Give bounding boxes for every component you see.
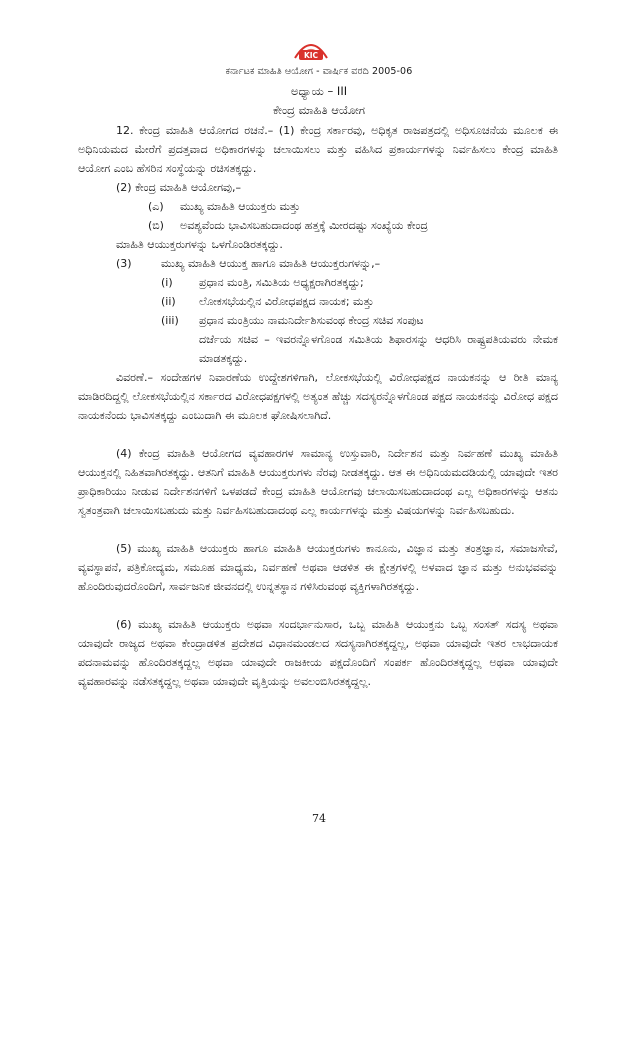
list-marker: (ii): [161, 295, 176, 308]
list-item: [78, 292, 558, 311]
subsection-4-paragraph: (4) ಕೇಂದ್ರ ಮಾಹಿತಿ ಆಯೋಗದ ವ್ಯವಹಾರಗಳ ಸಾಮಾನ್ಯ ಉಸ್ತುವಾರಿ, ನಿರ್ದೇಶನ ಮತ್ತು ನಿರ್ವಹಣೆ ಮುಖ್ಯ ಮಾಹಿತಿ ಆಯುಕ್ತನಲ್ಲಿ ನಿಹಿತವಾಗಿರತಕ್ಕದ್ದು. ಆತನಿಗೆ ಮಾಹಿತಿ ಆಯುಕ್ತರುಗಳು ನೆರವು ನೀಡತಕ್ಕದ್ದು. ಆತ ಈ ಅಧಿನಿಯಮದಡಿಯಲ್ಲಿ ಯಾವುದೇ ಇತರ ಪ್ರಾಧಿಕಾರಿಯು ನೀಡುವ ನಿರ್ದೇಶನಗಳಿಗೆ ಒಳಪಡದೆ ಕೇಂದ್ರ ಮಾಹಿತಿ ಆಯೋಗವು ಚಲಾಯಿಸಬಹುದಾದಂಥ ಎಲ್ಲ ಅಧಿಕಾರಗಳನ್ನು ಆತನು ಸ್ವತಂತ್ರವಾಗಿ ಚಲಾಯಿಸಬಹುದು ಮತ್ತು ನಿರ್ವಹಿಸಬಹುದಾದಂಥ ಎಲ್ಲ ಕಾರ್ಯಗಳನ್ನು ಮತ್ತು ವಿಷಯಗಳನ್ನು ನಿರ್ವಹಿಸಬಹುದು.: [78, 447, 558, 517]
document-body: [78, 121, 558, 691]
chapter-heading: ಅಧ್ಯಾಯ – III: [290, 84, 348, 98]
list-item: [78, 197, 558, 216]
list-marker: (iii): [161, 314, 179, 327]
subsection-6-paragraph: (6) ಮುಖ್ಯ ಮಾಹಿತಿ ಆಯುಕ್ತರು ಅಥವಾ ಸಂದರ್ಭಾನುಸಾರ, ಒಬ್ಬ ಮಾಹಿತಿ ಆಯುಕ್ತನು ಒಬ್ಬ ಸಂಸತ್ ಸದಸ್ಯ ಅಥವಾ ಯಾವುದೇ ರಾಜ್ಯದ ಅಥವಾ ಕೇಂದ್ರಾಡಳಿತ ಪ್ರದೇಶದ ವಿಧಾನಮಂಡಲದ ಸದಸ್ಯನಾಗಿರತಕ್ಕದ್ದಲ್ಲ, ಅಥವಾ ಯಾವುದೇ ಇತರ ಲಾಭದಾಯಕ ಪದನಾಮವನ್ನು ಹೊಂದಿರತಕ್ಕದ್ದಲ್ಲ ಅಥವಾ ಯಾವುದೇ ರಾಜಕೀಯ ಪಕ್ಷದೊಂದಿಗೆ ಸಂಪರ್ಕ ಹೊಂದಿರತಕ್ಕದ್ದಲ್ಲ ಅಥವಾ ಯಾವುದೇ ವ್ಯವಹಾರವನ್ನು ನಡೆಸತಕ್ಕದ್ದಲ್ಲ ಅಥವಾ ಯಾವುದೇ ವೃತ್ತಿಯನ್ನು ಅವಲಂಬಿಸಿರತಕ್ಕದ್ದಲ್ಲ.: [78, 618, 558, 688]
explanation-paragraph: ವಿವರಣೆ.– ಸಂದೇಹಗಳ ನಿವಾರಣೆಯ ಉದ್ದೇಶಗಳಿಗಾಗಿ, ಲೋಕಸಭೆಯಲ್ಲಿ ವಿರೋಧಪಕ್ಷದ ನಾಯಕನನ್ನು ಆ ರೀತಿ ಮಾನ್ಯ ಮಾಡಿರದಿದ್ದಲ್ಲಿ ಲೋಕಸಭೆಯಲ್ಲಿನ ಸರ್ಕಾರದ ವಿರೋಧಪಕ್ಷಗಳಲ್ಲಿ ಅತ್ಯಂತ ಹೆಚ್ಚು ಸದಸ್ಯರನ್ನೊಳಗೊಂಡ ಪಕ್ಷದ ನಾಯಕನನ್ನು ವಿರೋಧ ಪಕ್ಷದ ನಾಯಕನೆಂದು ಭಾವಿಸತಕ್ಕದ್ದು ಎಂಬುದಾಗಿ ಈ ಮೂಲಕ ಘೋಷಿಸಲಾಗಿದೆ.: [78, 371, 558, 422]
list-item-text: ಮುಖ್ಯ ಮಾಹಿತಿ ಆಯುಕ್ತರು ಮತ್ತು: [180, 200, 301, 213]
section-12-paragraph: 12. ಕೇಂದ್ರ ಮಾಹಿತಿ ಆಯೋಗದ ರಚನೆ.– (1) ಕೇಂದ್ರ ಸರ್ಕಾರವು, ಅಧಿಕೃತ ರಾಜಪತ್ರದಲ್ಲಿ ಅಧಿಸೂಚನೆಯ ಮೂಲಕ ಈ ಅಧಿನಿಯಮದ ಮೇರೆಗೆ ಪ್ರದತ್ತವಾದ ಅಧಿಕಾರಗಳನ್ನು ಚಲಾಯಿಸಲು ಮತ್ತು ವಹಿಸಿದ ಪ್ರಕಾರ್ಯಗಳನ್ನು ನಿರ್ವಹಿಸಲು ಕೇಂದ್ರ ಮಾಹಿತಿ ಆಯೋಗ ಎಂಬ ಹೆಸರಿನ ಸಂಸ್ಥೆಯನ್ನು ರಚಿಸತಕ್ಕದ್ದು.: [78, 124, 558, 175]
list-item: [78, 311, 558, 330]
list-marker: (ಎ): [148, 200, 164, 213]
list-marker: (ಬಿ): [148, 219, 164, 232]
kic-logo: [287, 38, 335, 64]
running-header: ಕರ್ನಾಟಕ ಮಾಹಿತಿ ಆಯೋಗ - ವಾರ್ಷಿಕ ವರದಿ 2005-06: [225, 66, 413, 77]
list-continuation: ದರ್ಜೆಯ ಸಚಿವ – ಇವರನ್ನೊಳಗೊಂಡ ಸಮಿತಿಯ ಶಿಫಾರಸನ್ನು ಆಧರಿಸಿ ರಾಷ್ಟ್ರಪತಿಯವರು ನೇಮಕ ಮಾಡತಕ್ಕದ್ದು.: [199, 333, 558, 365]
list-item-text: ಪ್ರಧಾನ ಮಂತ್ರಿ, ಸಮಿತಿಯ ಅಧ್ಯಕ್ಷರಾಗಿರತಕ್ಕದ್ದು;: [199, 276, 364, 289]
subsection-2-heading: (2) ಕೇಂದ್ರ ಮಾಹಿತಿ ಆಯೋಗವು,–: [116, 181, 242, 194]
list-continuation: ಮಾಹಿತಿ ಆಯುಕ್ತರುಗಳನ್ನು ಒಳಗೊಂಡಿರತಕ್ಕದ್ದು.: [116, 238, 283, 251]
page-title: ಕೇಂದ್ರ ಮಾಹಿತಿ ಆಯೋಗ: [273, 103, 365, 117]
list-item: [78, 216, 558, 235]
page-number: 74: [312, 812, 326, 825]
list-item: [78, 273, 558, 292]
subsection-marker: (3): [116, 257, 132, 270]
subsection-3-heading-row: [78, 254, 558, 273]
logo-text: KIC: [303, 51, 319, 60]
list-item-text: ಅವಶ್ಯವೆಂದು ಭಾವಿಸಬಹುದಾದಂಥ ಹತ್ತಕ್ಕೆ ಮೀರದಷ್ಟು ಸಂಖ್ಯೆಯ ಕೇಂದ್ರ: [180, 219, 428, 232]
list-item-text: ಲೋಕಸಭೆಯಲ್ಲಿನ ವಿರೋಧಪಕ್ಷದ ನಾಯಕ; ಮತ್ತು: [199, 295, 374, 308]
list-marker: (i): [161, 276, 173, 289]
subsection-5-paragraph: (5) ಮುಖ್ಯ ಮಾಹಿತಿ ಆಯುಕ್ತರು ಹಾಗೂ ಮಾಹಿತಿ ಆಯುಕ್ತರುಗಳು ಕಾನೂನು, ವಿಜ್ಞಾನ ಮತ್ತು ತಂತ್ರಜ್ಞಾನ, ಸಮಾಜಸೇವೆ, ವ್ಯವಸ್ಥಾಪನೆ, ಪತ್ರಿಕೋದ್ಯಮ, ಸಮೂಹ ಮಾಧ್ಯಮ, ನಿರ್ವಹಣೆ ಅಥವಾ ಆಡಳಿತ ಈ ಕ್ಷೇತ್ರಗಳಲ್ಲಿ ಅಳವಾದ ಜ್ಞಾನ ಮತ್ತು ಅನುಭವವನ್ನು ಹೊಂದಿರುವುದರೊಂದಿಗೆ, ಸಾರ್ವಜನಿಕ ಜೀವನದಲ್ಲಿ ಉನ್ನತಸ್ಥಾನ ಗಳಿಸಿರುವಂಥ ವ್ಯಕ್ತಿಗಳಾಗಿರತಕ್ಕದ್ದು.: [78, 542, 558, 593]
list-item-text: ಪ್ರಧಾನ ಮಂತ್ರಿಯು ನಾಮನಿರ್ದೇಶಿಸುವಂಥ ಕೇಂದ್ರ ಸಚಿವ ಸಂಪುಟ: [199, 314, 424, 327]
subsection-3-heading: ಮುಖ್ಯ ಮಾಹಿತಿ ಆಯುಕ್ತ ಹಾಗೂ ಮಾಹಿತಿ ಆಯುಕ್ತರುಗಳನ್ನು,–: [161, 257, 381, 270]
